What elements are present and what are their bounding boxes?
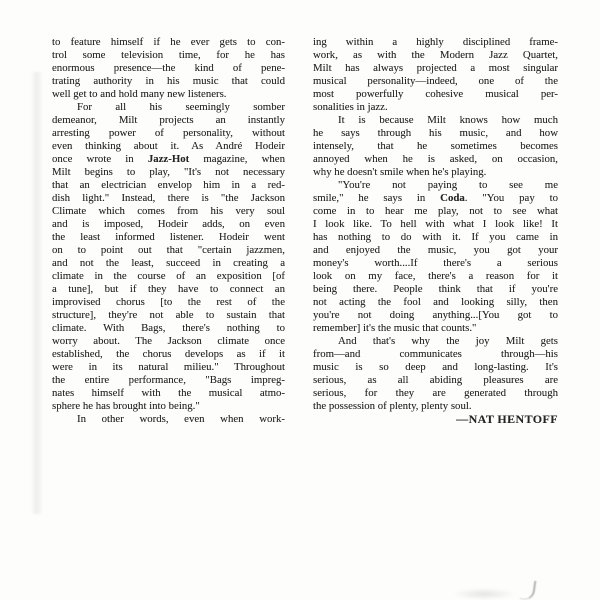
text-line: smile," he says in Coda. "You pay to <box>313 192 558 204</box>
text-line: structure], they're not able to sustain that <box>52 309 285 321</box>
text-line: climate. With Bags, there's nothing to <box>52 322 285 334</box>
text-line: why he doesn't smile when he's playing. <box>313 166 487 178</box>
text-line: he says through his music, and how <box>313 127 558 139</box>
text-line: a tune], but if they have to connect an <box>52 283 285 295</box>
text-line: well get to and hold many new listeners. <box>52 88 227 100</box>
text-line: It is because Milt knows how much <box>338 114 558 126</box>
text-line: demeanor, Milt projects an instantly <box>52 114 285 126</box>
text-line: serious, as all abiding pleasures are <box>313 374 558 386</box>
text-line: not acting the fool and looking silly, then <box>313 296 558 308</box>
text-line: come in to hear me play, not to see what <box>313 205 558 217</box>
text-line: I look like. To hell with what I look like! It <box>313 218 558 230</box>
text-line: And that's why the joy Milt gets <box>338 335 558 347</box>
text-line: were in its natural milieu." Throughout <box>52 361 285 373</box>
text-line: from—and communicates through—his <box>313 348 558 360</box>
pen-mark <box>520 579 537 600</box>
text-line: climate in the course of an exposition [of <box>52 270 285 282</box>
left-text-column <box>52 36 285 426</box>
text-line: work, as with the Modern Jazz Quartet, <box>313 49 558 61</box>
text-line: remember] it's the music that counts." <box>313 322 477 334</box>
text-line: the least informed listener. Hodeir went <box>52 231 285 243</box>
text-line: once wrote in Jazz-Hot magazine, when <box>52 153 285 165</box>
author-signature: —NAT HENTOFF <box>456 412 558 426</box>
text-line: sphere he has brought into being." <box>52 400 200 412</box>
text-line: even thinking about it. As André Hodeir <box>52 140 285 152</box>
text-line: on to point out that "certain jazzmen, <box>52 244 285 256</box>
text-line: improvised chorus [to the rest of the <box>52 296 285 308</box>
text-line: "You're not paying to see me <box>338 179 558 191</box>
text-line: trating authority in his music that could <box>52 75 285 87</box>
text-line: look on my face, there's a reason for it <box>313 270 558 282</box>
text-line: and enjoyed the music, you got your <box>313 244 558 256</box>
text-line: and not the least, succeed in creating a <box>52 257 285 269</box>
text-line: sonalities in jazz. <box>313 101 388 113</box>
text-line: you're not doing anything...[You got to <box>313 309 558 321</box>
text-line: the possession of plenty, plenty soul. <box>313 400 472 412</box>
text-line: serious, for they are generated through <box>313 387 558 399</box>
text-line: intensely, that he sometimes becomes <box>313 140 558 152</box>
text-line: to feature himself if he ever gets to con- <box>52 36 285 48</box>
text-line: most powerfully cohesive musical per- <box>313 88 558 100</box>
text-line: musical personality—indeed, one of the <box>313 75 558 87</box>
right-text-column <box>313 36 558 426</box>
text-line: worry about. The Jackson climate once <box>52 335 285 347</box>
text-line: enormous presence—the kind of pene- <box>52 62 285 74</box>
text-line: ing within a highly disciplined frame- <box>313 36 558 48</box>
text-line: arresting power of personality, without <box>52 127 285 139</box>
text-line: In other words, even when work- <box>77 413 285 425</box>
text-line: Milt begins to play, "It's not necessary <box>52 166 285 178</box>
text-line: dish light." Instead, there is "the Jackson <box>52 192 285 204</box>
text-line: the entire performance, "Bags impreg- <box>52 374 285 386</box>
text-line: nates himself with the musical atmo- <box>52 387 285 399</box>
text-line: annoyed when he is asked, on occasion, <box>313 153 558 165</box>
text-line: Milt has always projected a most singular <box>313 62 558 74</box>
text-line: that an electrician envelop him in a red- <box>52 179 285 191</box>
text-line: For all his seemingly somber <box>77 101 285 113</box>
scan-edge-shadow <box>31 72 42 514</box>
text-line: has nothing to do with it. If you came in <box>313 231 558 243</box>
text-line: being there. People think that if you're <box>313 283 558 295</box>
text-line: Climate which comes from his very soul <box>52 205 285 217</box>
text-line: and is imposed, Hodeir adds, on even <box>52 218 285 230</box>
text-line: trol some television time, for he has <box>52 49 285 61</box>
text-line: established, the chorus develops as if it <box>52 348 285 360</box>
scan-smudge-mark <box>452 588 516 600</box>
text-line: music is so deep and long-lasting. It's <box>313 361 558 373</box>
text-line: money's worth....If there's a serious <box>313 257 558 269</box>
